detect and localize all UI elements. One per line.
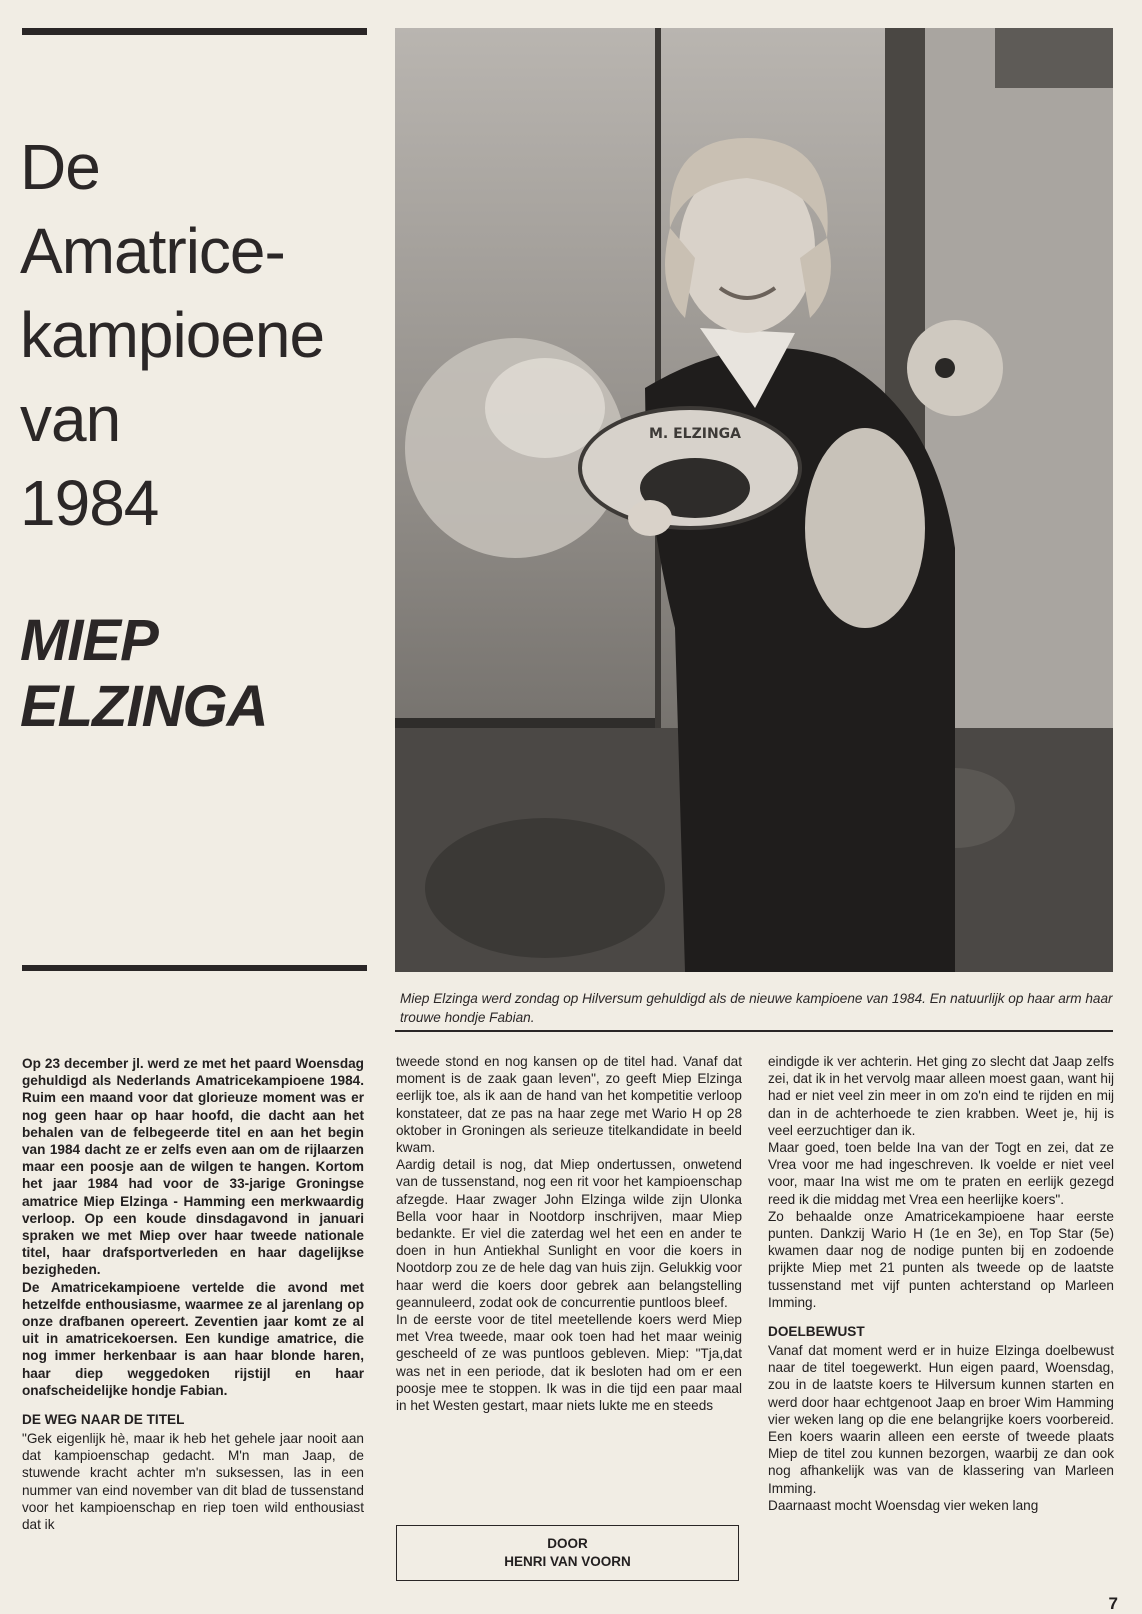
paragraph: eindigde ik ver achterin. Het ging zo slecht dat Jaap zelfs zei, dat ik in het vervolg maar alleen moest gaan, want hij had er niet veel zin meer in om zo'n eind te rijden en mij dan in de achterhoede te zien krabben. Weet je, hij is veel eerzuchtiger dan ik.	[768, 1054, 1114, 1138]
paragraph: Daarnaast mocht Woensdag vier weken lang	[768, 1497, 1039, 1513]
article-column-2	[396, 1053, 742, 1414]
article-column-3	[768, 1053, 1114, 1514]
title-line: De	[20, 131, 100, 203]
paragraph: "Gek eigenlijk hè, maar ik heb het gehele jaar nooit aan dat kampioenschap gedacht. M'n man Jaap, de stuwende kracht achter m'n suksessen, las in een nummer van eind november van dit blad de tussenstand voor het kampioenschap en riep toen wild enthousiast dat ik	[22, 1431, 364, 1533]
window-sill	[395, 718, 655, 728]
byline-door: DOOR	[547, 1536, 588, 1551]
intro-paragraph: Op 23 december jl. werd ze met het paard Woensdag gehuldigd als Nederlands Amatricekampioene 1984. Ruim een maand voor dat glorieuze moment was er nog geen haar op haar hoofd, die dacht aan het behalen van de felbegeerde titel en aan het begin van 1984 dacht ze er zelfs even aan om de rijlaarzen maar een poosje aan de wilgen te hangen. Kortom het jaar 1984 had voor de 33-jarige Groningse amatrice Miep Elzinga - Hamming een merkwaardig verloop. Op een koude dinsdagavond in januari spraken we met Miep over haar tweede nationale titel, haar drafsportverleden en haar dagelijkse bezigheden.	[22, 1056, 364, 1278]
title-line: van	[20, 383, 121, 455]
paragraph: Zo behaalde onze Amatricekampioene haar eerste punten. Dankzij Wario H (1e en 3e), en Top Star (5e) kwamen daar nog de nodige punten bij en zodoende prijkte Miep met 21 punten als tweede op de laatste tussenstand met vijf punten achterstand op Marleen Imming.	[768, 1208, 1114, 1310]
photo-illustration	[395, 28, 1113, 972]
author-byline-box	[396, 1525, 739, 1581]
caption-rule	[395, 1030, 1113, 1032]
byline-author: HENRI VAN VOORN	[504, 1554, 631, 1569]
name-line: MIEP	[20, 608, 158, 673]
title-line: Amatrice-	[20, 215, 285, 287]
subject-name	[20, 608, 380, 740]
section-heading: DOELBEWUST	[768, 1324, 865, 1340]
paragraph: Vanaf dat moment werd er in huize Elzinga doelbewust naar de titel toegewerkt. Hun eigen paard, Woensdag, zou in de laatste koers te Hilversum kunnen starten en werd door haar echtgenoot Jaap en broer Wim Hamming vier weken lang op die ene belangrijke koers voorbereid. Een koers waarin alleen een eerste of tweede plaats Miep de titel zou kunnen bezorgen, waarbij ze dan ook nog afhankelijk was van de klassering van Marleen Imming.	[768, 1343, 1114, 1496]
dog-fabian	[805, 428, 925, 628]
page-number: 7	[1108, 1594, 1118, 1613]
flower-bouquet	[485, 358, 605, 458]
paragraph: In de eerste voor de titel meetellende koers werd Miep met Vrea tweede, maar ook toen had het maar weinig gescheeld of ze was puntloos gebleven. Miep: "Tja,dat was net in een periode, dat ik besloten had om er een poosje mee te stoppen. Ik was in die tijd een paar maal in het Westen gestart, maar niets lukte me en steeds	[396, 1312, 742, 1414]
photo-miep-elzinga	[395, 28, 1113, 972]
photo-caption: Miep Elzinga werd zondag op Hilversum gehuldigd als de nieuwe kampioene van 1984. En natuurlijk op haar arm haar trouwe hondje Fabian.	[400, 991, 1113, 1025]
paragraph: tweede stond en nog kansen op de titel had. Vanaf dat moment is de zaak gaan leven", zo geeft Miep Elzinga eerlijk toe, als ik aan de hand van het kompetitie verloop konstateer, dat ze pas na haar zege met Wario H op 28 oktober in Groningen als serieuze titelkandidate in beeld kwam.	[396, 1054, 742, 1156]
paragraph: Aardig detail is nog, dat Miep ondertussen, onwetend van de tussenstand, nog een rit voor het kampioenschap afzegde. Haar zwager John Elzinga wilde zijn Ulonka Bella voor haar in Nootdorp inschrijven, maar Miep bedankte. Er viel die zaterdag wel het een en ander te doen in hun Antiekhal Sunlight en voor die koers in Nootdorp zou ze de hele dag van huis zijn. Gelukkig voor haar werd die koers door gebrek aan belangstelling geannuleerd, zodat ook de concurrentie puntloos bleef.	[396, 1157, 742, 1310]
plants	[425, 818, 665, 958]
article-title	[20, 125, 380, 545]
name-line: ELZINGA	[20, 674, 268, 739]
article-column-1	[22, 1055, 364, 1533]
ceiling-vent	[995, 28, 1113, 88]
paragraph: De Amatricekampioene vertelde die avond met hetzelfde enthousiasme, waarmee ze al jarenlang op onze drafbanen opereert. Zeventien jaar komt ze al uit in amatricekoersen. Een kundige amatrice, die nog immer herkenbaar is aan haar blonde haren, haar diep weggedoken rijstijl en haar onafscheidelijke hondje Fabian.	[22, 1279, 364, 1398]
helmet-text: M. ELZINGA	[648, 426, 742, 442]
paragraph: Maar goed, toen belde Ina van der Togt en zei, dat ze Vrea voor me had ingeschreven. Ik voelde er niet veel voor, maar Ina wist me om te praten en eerlijk gezegd reed ik die middag met Vrea een heerlijke koers".	[768, 1140, 1114, 1207]
title-line: 1984	[20, 467, 159, 539]
dog-eye	[935, 358, 955, 378]
hand	[628, 500, 672, 536]
title-bottom-rule	[22, 965, 367, 971]
title-line: kampioene	[20, 299, 325, 371]
section-heading: DE WEG NAAR DE TITEL	[22, 1412, 185, 1428]
title-top-rule	[22, 28, 367, 35]
